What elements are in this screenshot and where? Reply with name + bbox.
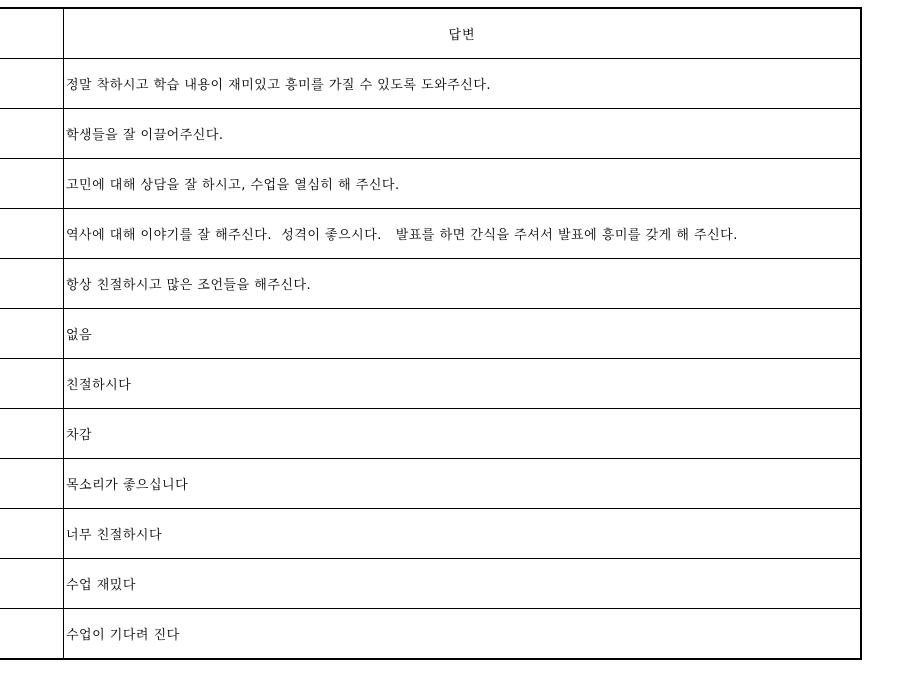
table-row xyxy=(0,559,861,609)
row-number-cell xyxy=(0,459,64,509)
row-number-cell xyxy=(0,209,64,259)
answer-cell: 없음 xyxy=(64,309,862,359)
table-row xyxy=(0,309,861,359)
table-row xyxy=(0,409,861,459)
row-number-cell xyxy=(0,359,64,409)
row-number-cell xyxy=(0,609,64,660)
answer-cell: 고민에 대해 상담을 잘 하시고, 수업을 열심히 해 주신다. xyxy=(64,159,862,209)
row-number-cell xyxy=(0,509,64,559)
answer-cell: 정말 착하시고 학습 내용이 재미있고 흥미를 가질 수 있도록 도와주신다. xyxy=(64,59,862,109)
answer-cell: 목소리가 좋으십니다 xyxy=(64,459,862,509)
table-row xyxy=(0,459,861,509)
row-number-cell xyxy=(0,409,64,459)
answer-table xyxy=(0,7,862,660)
row-number-cell xyxy=(0,8,64,59)
table-row xyxy=(0,609,861,660)
answer-column-header: 답변 xyxy=(64,8,862,59)
answer-cell: 역사에 대해 이야기를 잘 해주신다. 성격이 좋으시다. 발표를 하면 간식을 주셔서 발표에 흥미를 갖게 해 주신다. xyxy=(64,209,862,259)
answer-cell: 차감 xyxy=(64,409,862,459)
header-row xyxy=(0,8,861,59)
row-number-cell xyxy=(0,159,64,209)
answer-cell: 수업이 기다려 진다 xyxy=(64,609,862,660)
row-number-cell xyxy=(0,59,64,109)
answer-cell: 항상 친절하시고 많은 조언들을 해주신다. xyxy=(64,259,862,309)
answer-cell: 친절하시다 xyxy=(64,359,862,409)
table-row xyxy=(0,259,861,309)
answer-cell: 너무 친절하시다 xyxy=(64,509,862,559)
table-row xyxy=(0,209,861,259)
table-row xyxy=(0,509,861,559)
row-number-cell xyxy=(0,259,64,309)
answer-cell: 학생들을 잘 이끌어주신다. xyxy=(64,109,862,159)
answer-cell: 수업 재밌다 xyxy=(64,559,862,609)
table-row xyxy=(0,159,861,209)
table-row xyxy=(0,59,861,109)
row-number-cell xyxy=(0,559,64,609)
row-number-cell xyxy=(0,309,64,359)
row-number-cell xyxy=(0,109,64,159)
table-row xyxy=(0,109,861,159)
table-row xyxy=(0,359,861,409)
